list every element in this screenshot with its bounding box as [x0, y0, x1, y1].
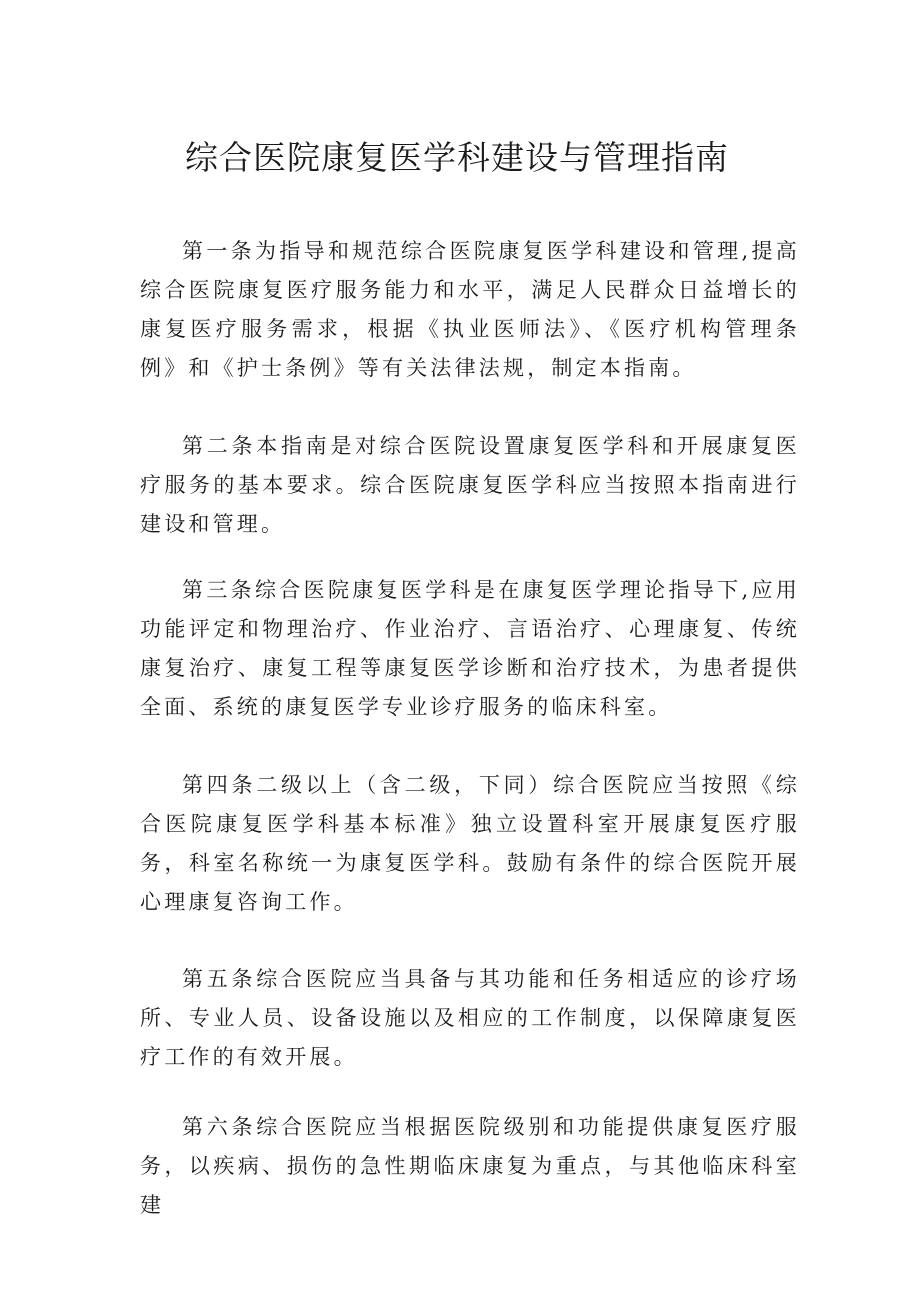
paragraph-text: 第三条综合医院康复医学科是在康复医学理论指导下,应用功能评定和物理治疗、作业治疗、言语治疗、心理康复、传统康复治疗、康复工程等康复医学诊断和治疗技术，为患者提供全面、系统的康复医学专业诊疗服务的临床科室。	[140, 578, 800, 719]
paragraph-text: 第二条本指南是对综合医院设置康复医学科和开展康复医疗服务的基本要求。综合医院康复医学科应当按照本指南进行建设和管理。	[140, 434, 800, 536]
document-title: 综合医院康复医学科建设与管理指南	[185, 138, 729, 177]
paragraph-text: 第六条综合医院应当根据医院级别和功能提供康复医疗服务，以疾病、损伤的急性期临床康复为重点，与其他临床科室建	[140, 1115, 800, 1217]
article-6	[140, 1108, 800, 1225]
article-1	[140, 232, 800, 388]
article-2	[140, 427, 800, 544]
paragraph-text: 第一条为指导和规范综合医院康复医学科建设和管理,提高综合医院康复医疗服务能力和水平，满足人民群众日益增长的康复医疗服务需求，根据《执业医师法》、《医疗机构管理条例》和《护士条例》等有关法律法规，制定本指南。	[140, 239, 800, 380]
article-4	[140, 766, 800, 922]
article-3	[140, 571, 800, 727]
paragraph-text: 第四条二级以上（含二级，下同）综合医院应当按照《综合医院康复医学科基本标准》独立设置科室开展康复医疗服务，科室名称统一为康复医学科。鼓励有条件的综合医院开展心理康复咨询工作。	[140, 773, 800, 914]
article-5	[140, 960, 800, 1077]
paragraph-text: 第五条综合医院应当具备与其功能和任务相适应的诊疗场所、专业人员、设备设施以及相应的工作制度，以保障康复医疗工作的有效开展。	[140, 967, 800, 1069]
